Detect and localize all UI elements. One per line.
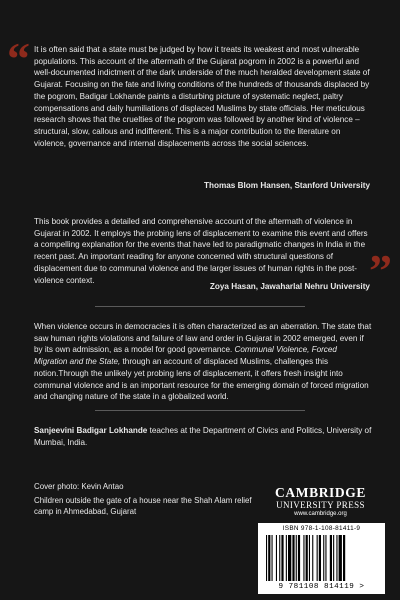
author-bio xyxy=(34,425,372,448)
review-hasan-text: This book provides a detailed and comprehensive account of the aftermath of violence in Gujarat in 2002. It employs the probing lens of displacement to examine this event and offers a compelling explanation for the events that have led to paradigmatic changes in India in the recent past. An important reading for anyone concerned with structural questions of displacement due to communal violence and the larger issues of human rights in the post-violence context. xyxy=(34,217,368,285)
publisher-logo xyxy=(254,486,387,519)
barcode-digits: 9 781108 814119 > xyxy=(278,583,365,591)
review-hasan-attribution: Zoya Hasan, Jawaharlal Nehru University xyxy=(209,282,370,291)
barcode-panel xyxy=(258,523,385,594)
open-quote-mark: “ xyxy=(7,33,30,84)
cover-photo-credits xyxy=(34,481,264,518)
publisher-url: www.cambridge.org xyxy=(294,511,347,517)
review-hansen-attribution: Thomas Blom Hansen, Stanford University xyxy=(203,181,370,190)
cover-photo-caption: Children outside the gate of a house near the Shah Alam relief camp in Ahmedabad, Gujarat xyxy=(34,496,252,517)
isbn-text: ISBN 978-1-108-81411-9 xyxy=(282,525,361,532)
cover-photo-credit: Cover photo: Kevin Antao xyxy=(34,482,124,491)
author-bio-text: teaches at the Department of Civics and Politics, University of Mumbai, India. xyxy=(34,426,372,447)
blurb-text-after: through an account of displaced Muslims, challenges this notion.Through the unlikely yet probing lens of displacement, it offers fresh insight into communal violence and is an important resource for the emerging domain of forced migration and changing nature of the state in a globalized world. xyxy=(34,357,369,402)
blurb-text-before: When violence occurs in democracies it is often characterized as an aberration. The state that saw human rights violations and failure of law and order in Gujarat in 2002 emerged, even if by its own admission, as a model for good governance. xyxy=(34,322,372,355)
book-title-italic: Communal Violence, Forced Migration and the State, xyxy=(34,345,337,367)
barcode-icon xyxy=(264,535,379,583)
divider-top xyxy=(95,306,305,307)
publisher-name: CAMBRIDGE xyxy=(275,485,366,500)
publisher-subtitle: UNIVERSITY PRESS xyxy=(276,500,365,510)
book-blurb xyxy=(34,321,372,403)
close-quote-mark: ” xyxy=(369,245,392,296)
review-hansen-text: It is often said that a state must be judged by how it treats its weakest and most vulnerable populations. This account of the aftermath of the Gujarat pogrom in 2002 is a powerful and well-documented indictment of the dark underside of the much heralded development state of Gujarat. Focusing on the fate and living conditions of the hundreds of thousands displaced by the pogrom, Badigar Lokhande paints a disturbing picture of systematic neglect, paltry compensations and daily humiliations of displaced Muslims by state officials. Her meticulous research shows that the cruelties of the pogrom was followed by another kind of violence – structural, slow, callous and indifferent. This is a major contribution to the literature on violence, governance and internal displacements across the social sciences. xyxy=(34,45,370,148)
divider-bottom xyxy=(95,410,305,411)
author-name: Sanjeevini Badigar Lokhande xyxy=(34,426,148,435)
